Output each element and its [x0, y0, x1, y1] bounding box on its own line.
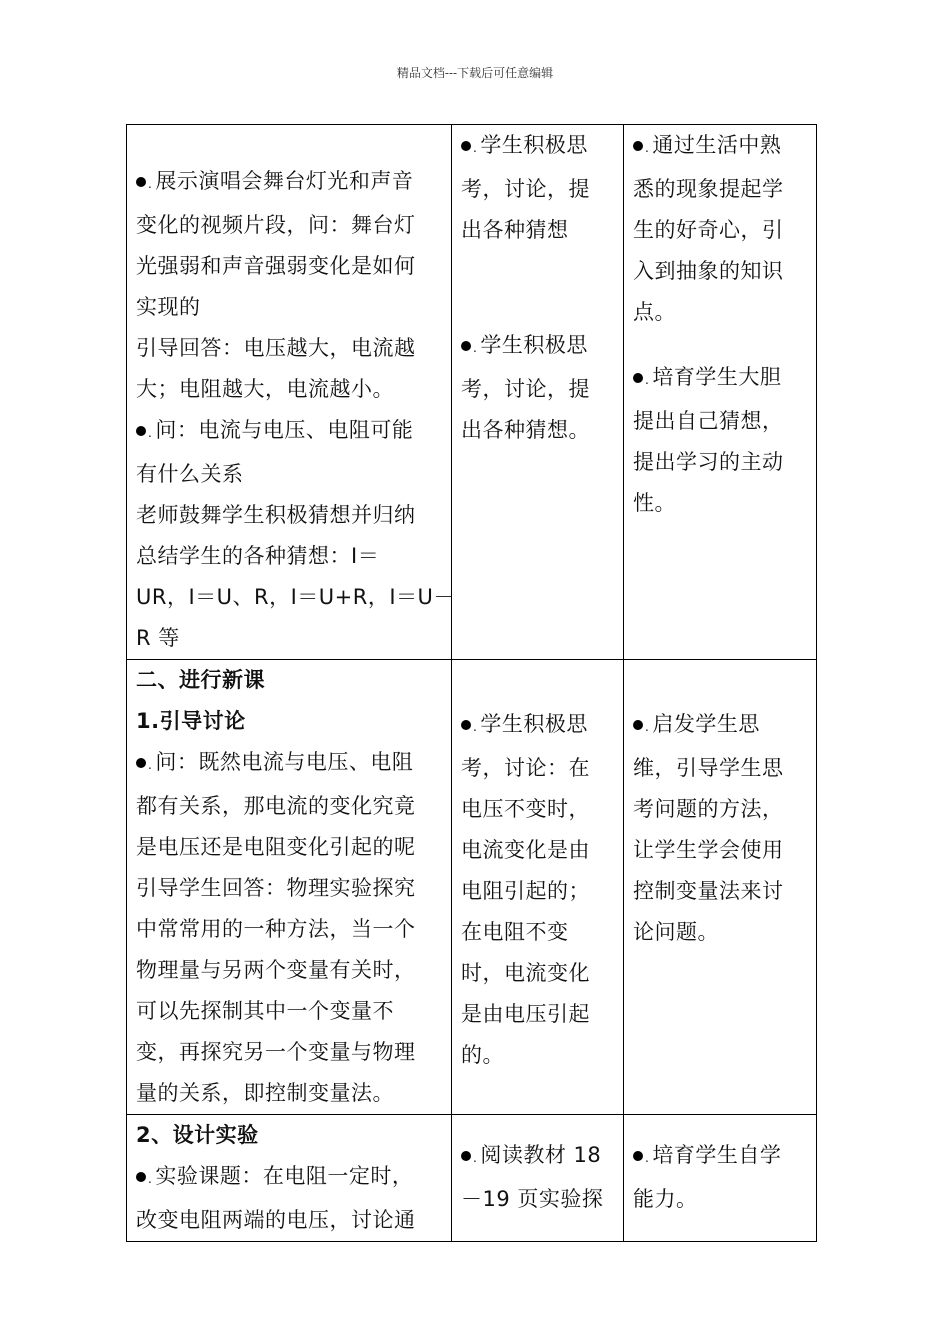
text-line: 量的关系，即控制变量法。 — [136, 1081, 394, 1105]
text-line: . 阅读教材 18 — [461, 1135, 615, 1179]
text-line: R 等 — [136, 626, 180, 650]
text-line: 中常常用的一种方法，当一个 — [136, 917, 416, 941]
text-line: . 学生积极思 — [461, 325, 615, 369]
text-line: 电流变化是由 — [461, 838, 590, 862]
text-line: . 实验课题：在电阻一定时， — [136, 1156, 443, 1200]
student-activity-cell — [452, 1115, 624, 1242]
section-heading: 2、设计实验 — [136, 1123, 259, 1147]
student-activity-cell — [452, 660, 624, 1115]
text-line: 大；电阻越大，电流越小。 — [136, 377, 394, 401]
text-line: 引导回答：电压越大，电流越 — [136, 336, 416, 360]
text-line: 考，讨论：在 — [461, 756, 590, 780]
text-line: 引导学生回答：物理实验探究 — [136, 876, 416, 900]
bullet-icon — [136, 758, 146, 768]
subsection-heading: 1.引导讨论 — [136, 709, 246, 733]
text-line: 生的好奇心，引 — [633, 218, 784, 242]
text-line: . 展示演唱会舞台灯光和声音 — [136, 161, 443, 205]
text-line: 提出自己猜想， — [633, 409, 784, 433]
teacher-activity-cell — [127, 125, 455, 660]
text-line: 考问题的方法， — [633, 797, 784, 821]
text-line: 是由电压引起 — [461, 1002, 590, 1026]
table-row — [127, 125, 817, 660]
text-line: 点。 — [633, 300, 676, 324]
text-line: 提出学习的主动 — [633, 450, 784, 474]
text-line: 让学生学会使用 — [633, 838, 784, 862]
teacher-activity-cell — [127, 1115, 452, 1242]
text-line: . 启发学生思 — [633, 704, 808, 748]
text-line: . 学生积极思 — [461, 704, 615, 748]
text-line: 维，引导学生思 — [633, 756, 784, 780]
text-line: 时，电流变化 — [461, 961, 590, 985]
text-line: . 培育学生自学 — [633, 1135, 808, 1179]
text-line: . 培育学生大胆 — [633, 357, 808, 401]
text-line: . 学生积极思 — [461, 125, 615, 169]
text-line: 考，讨论，提 — [461, 177, 590, 201]
page-header: 精品文档---下载后可任意编辑 — [396, 66, 554, 80]
design-intent-cell — [624, 660, 817, 1115]
text-line: UR，I＝U、R，I＝U+R，I＝U－ — [136, 585, 455, 609]
text-line: 是电压还是电阻变化引起的呢 — [136, 835, 416, 859]
text-line: 控制变量法来讨 — [633, 879, 784, 903]
text-line: 电压不变时， — [461, 797, 590, 821]
text-line: 物理量与另两个变量有关时， — [136, 958, 416, 982]
text-line: . 问：既然电流与电压、电阻 — [136, 742, 443, 786]
table-row — [127, 660, 817, 1115]
bullet-icon — [461, 141, 471, 151]
text-line: 实现的 — [136, 295, 201, 319]
text-line: 出各种猜想。 — [461, 418, 590, 442]
bullet-icon — [633, 373, 643, 383]
bullet-icon — [461, 1151, 471, 1161]
text-line: 变化的视频片段，问：舞台灯 — [136, 213, 416, 237]
text-line: 在电阻不变 — [461, 920, 569, 944]
bullet-icon — [136, 1172, 146, 1182]
design-intent-cell — [624, 1115, 817, 1242]
text-line: 考，讨论，提 — [461, 377, 590, 401]
text-line: 变，再探究另一个变量与物理 — [136, 1040, 416, 1064]
text-line: 有什么关系 — [136, 462, 244, 486]
bullet-icon — [633, 141, 643, 151]
text-line: 出各种猜想 — [461, 218, 569, 242]
bullet-icon — [136, 426, 146, 436]
bullet-icon — [461, 341, 471, 351]
bullet-icon — [633, 720, 643, 730]
section-heading: 二、进行新课 — [136, 668, 265, 692]
lesson-plan-table — [126, 124, 817, 1242]
text-line: 都有关系，那电流的变化究竟 — [136, 794, 416, 818]
text-line: 电阻引起的； — [461, 879, 590, 903]
bullet-icon — [461, 720, 471, 730]
text-line: 总结学生的各种猜想：I＝ — [136, 544, 380, 568]
text-line: 改变电阻两端的电压，讨论通 — [136, 1208, 416, 1232]
text-line: 入到抽象的知识 — [633, 259, 784, 283]
text-line: 光强弱和声音强弱变化是如何 — [136, 254, 416, 278]
text-line: －19 页实验探 — [461, 1187, 604, 1211]
bullet-icon — [633, 1151, 643, 1161]
text-line: 悉的现象提起学 — [633, 177, 784, 201]
text-line: . 问：电流与电压、电阻可能 — [136, 410, 443, 454]
text-line: 可以先探制其中一个变量不 — [136, 999, 394, 1023]
text-line: 的。 — [461, 1043, 504, 1067]
text-line: . 通过生活中熟 — [633, 125, 808, 169]
text-line: 老师鼓舞学生积极猜想并归纳 — [136, 503, 416, 527]
text-line: 性。 — [633, 491, 676, 515]
text-line: 论问题。 — [633, 920, 719, 944]
text-line: 能力。 — [633, 1187, 698, 1211]
student-activity-cell — [452, 125, 624, 660]
bullet-icon — [136, 177, 146, 187]
teacher-activity-cell — [127, 660, 452, 1115]
table-row — [127, 1115, 817, 1242]
design-intent-cell — [624, 125, 817, 660]
